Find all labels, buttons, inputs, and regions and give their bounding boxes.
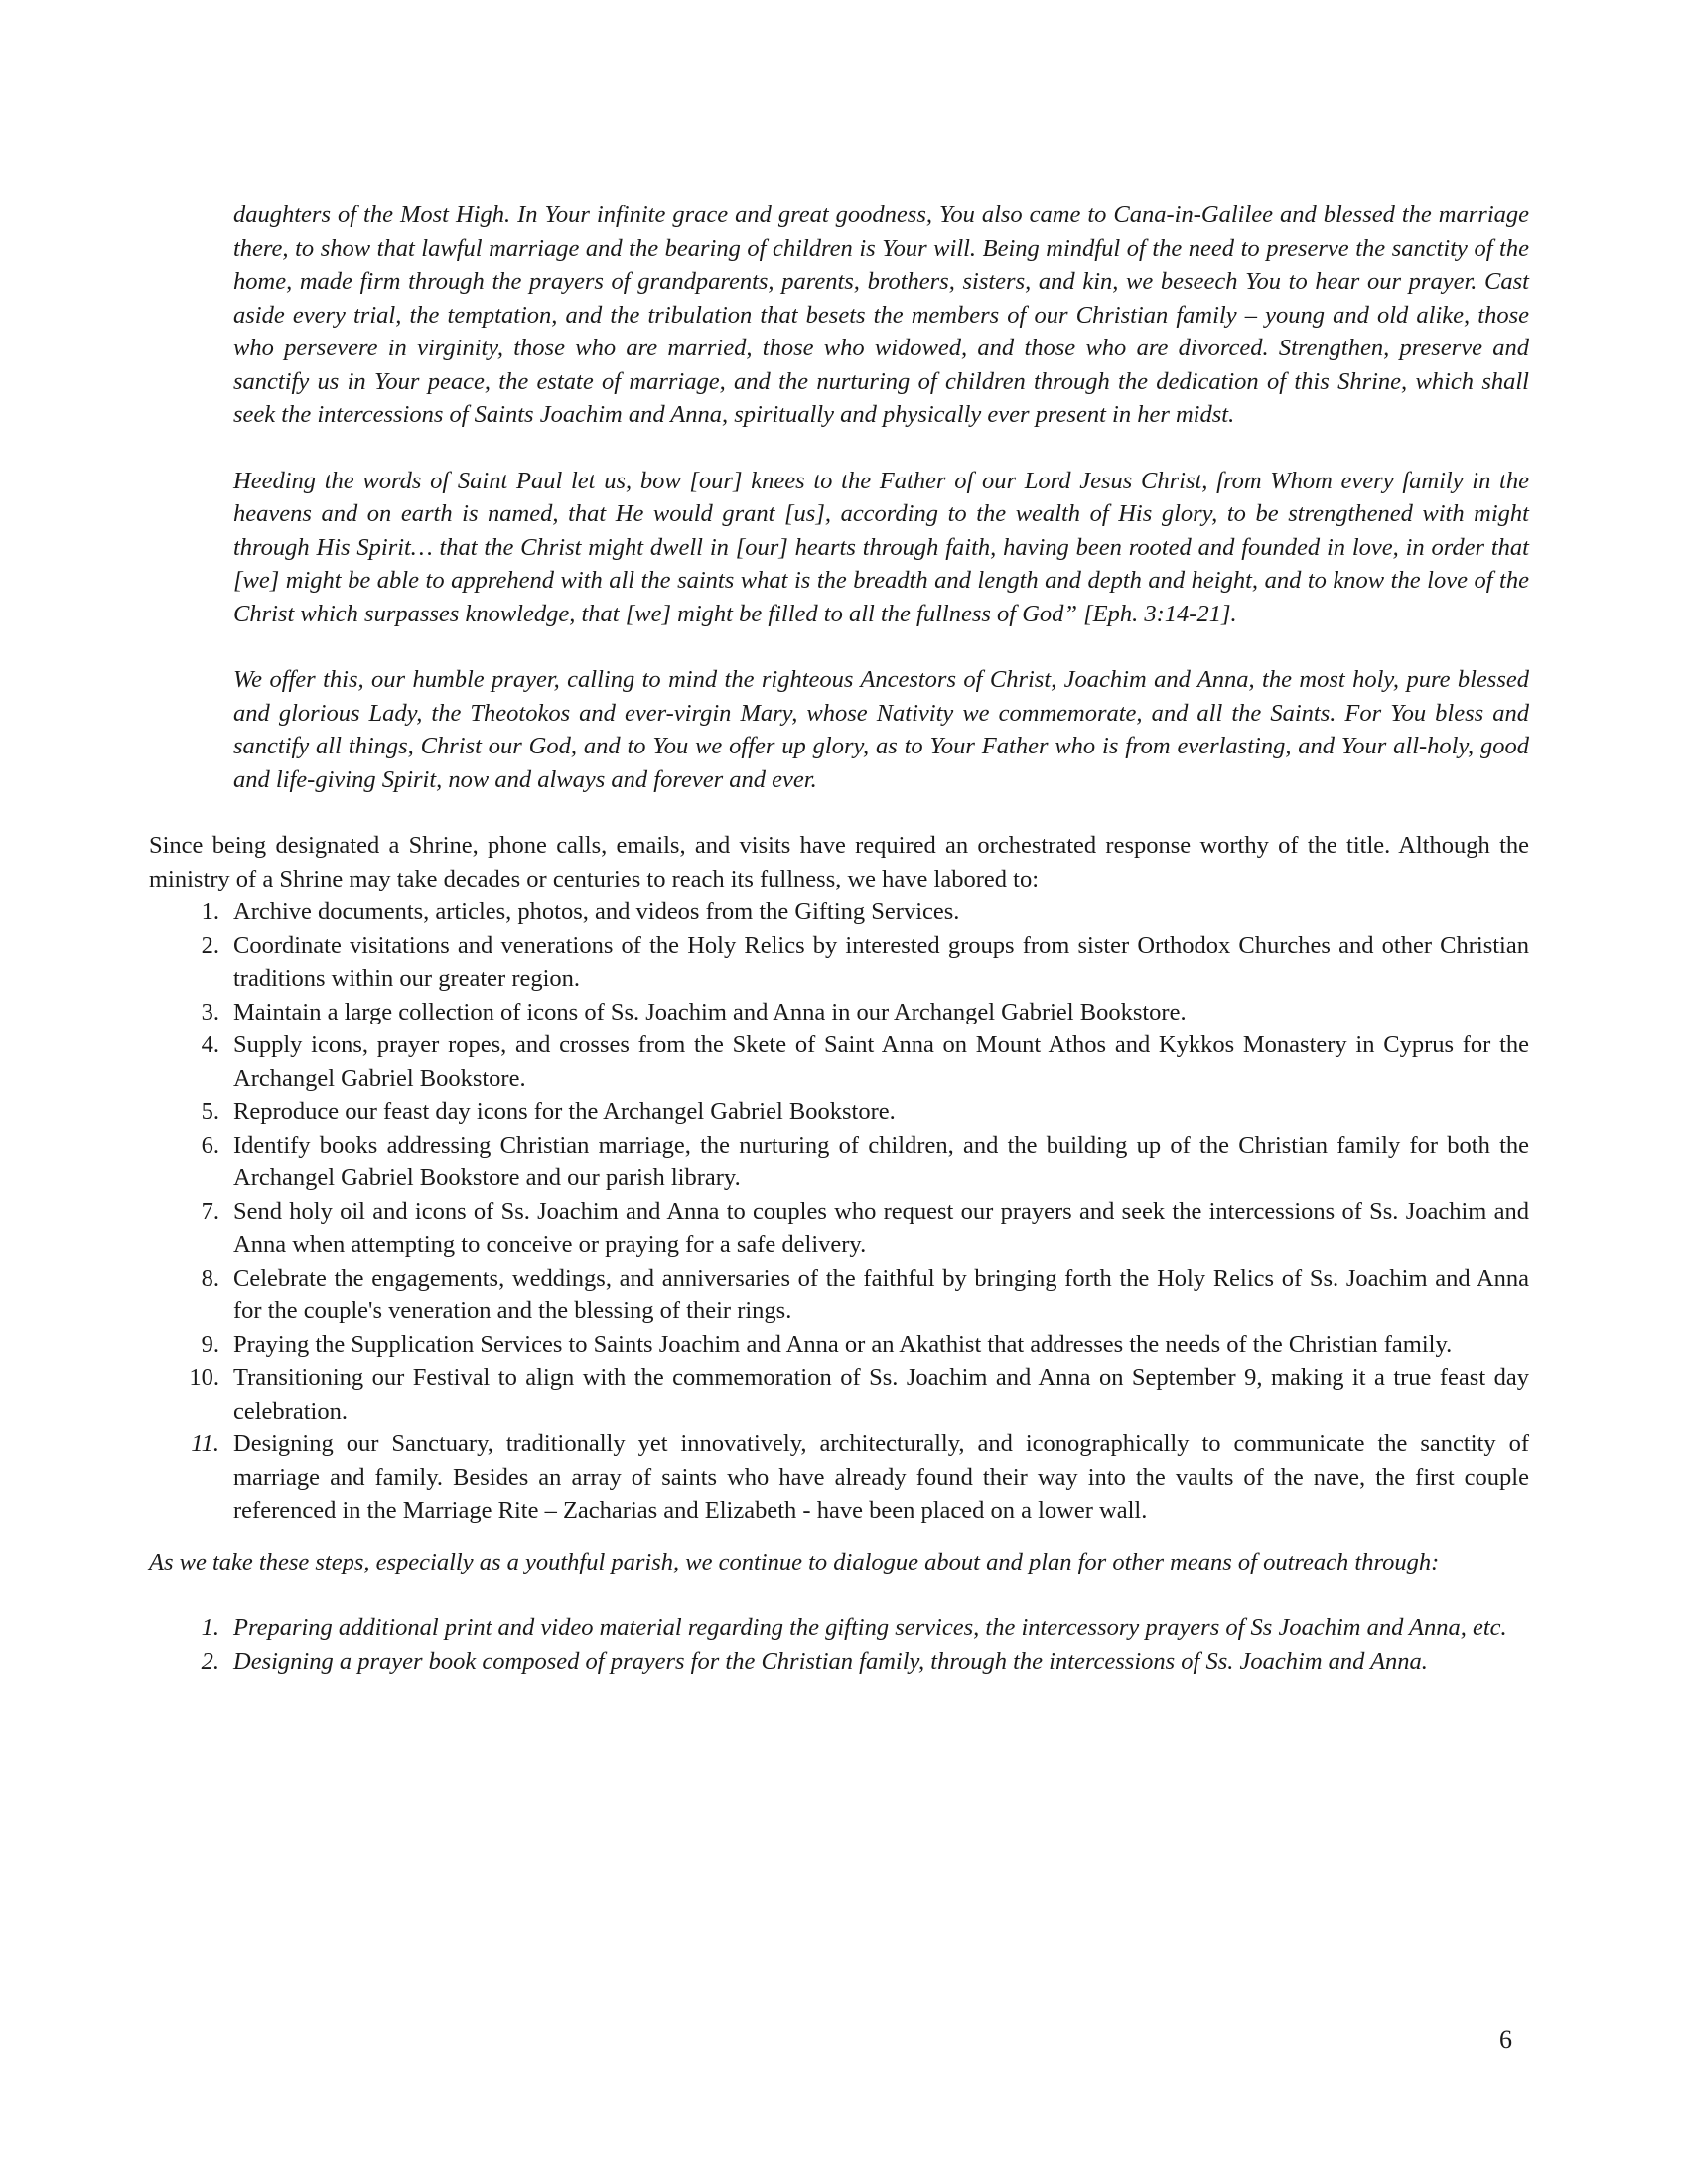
- steps-list: [149, 895, 1529, 1528]
- list-item: [149, 895, 1529, 929]
- item-number: 2.: [201, 931, 219, 959]
- item-number: 2.: [201, 1647, 219, 1675]
- prayer-paragraph: daughters of the Most High. In Your infinite grace and great goodness, You also came to Cana-in-Galilee and blessed the marriage there, to show that lawful marriage and the bearing of children is Your will. Being mindful of the need to preserve the sanctity of the home, made firm through the prayers of grandparents, parents, brothers, sisters, and kin, we beseech You to hear our prayer. Cast aside every trial, the temptation, and the tribulation that besets the members of our Christian family – young and old alike, those who persevere in virginity, those who are married, those who widowed, and those who are divorced. Strengthen, preserve and sanctify us in Your peace, the estate of marriage, and the nurturing of children through the dedication of this Shrine, which shall seek the intercessions of Saints Joachim and Anna, spiritually and physically ever present in her midst.: [233, 202, 1529, 428]
- list-item: [149, 929, 1529, 996]
- prayer-paragraph: We offer this, our humble prayer, calling to mind the righteous Ancestors of Christ, Joachim and Anna, the most holy, pure blessed and glorious Lady, the Theotokos and ever-virgin Mary, whose Nativity we commemorate, and all the Saints. For You bless and sanctify all things, Christ our God, and to You we offer up glory, as to Your Father who is from everlasting, and Your all-holy, good and life-giving Spirit, now and always and forever and ever.: [233, 666, 1529, 793]
- item-text: Supply icons, prayer ropes, and crosses from the Skete of Saint Anna on Mount Athos and Kykkos Monastery in Cyprus for the Archangel Gabriel Bookstore.: [233, 1031, 1529, 1092]
- item-number: 10.: [189, 1364, 219, 1391]
- item-text: Celebrate the engagements, weddings, and anniversaries of the faithful by bringing forth the Holy Relics of Ss. Joachim and Anna for the couple's veneration and the blessing of their rings.: [233, 1264, 1529, 1324]
- item-text: Praying the Supplication Services to Saints Joachim and Anna or an Akathist that addresses the needs of the Christian family.: [233, 1330, 1453, 1358]
- item-number: 1.: [201, 898, 219, 925]
- item-number: 9.: [201, 1330, 219, 1358]
- item-text: Designing a prayer book composed of prayers for the Christian family, through the intercessions of Ss. Joachim and Anna.: [233, 1647, 1428, 1675]
- item-number: 11.: [191, 1431, 219, 1457]
- list-item: [149, 1645, 1529, 1679]
- item-text: Reproduce our feast day icons for the Archangel Gabriel Bookstore.: [233, 1098, 896, 1125]
- list-item: [149, 1095, 1529, 1129]
- item-text: Preparing additional print and video material regarding the gifting services, the intercessory prayers of Ss Joachim and Anna, etc.: [233, 1614, 1507, 1641]
- item-number: 6.: [201, 1131, 219, 1159]
- outro-paragraph: As we take these steps, especially as a youthful parish, we continue to dialogue about and plan for other means of outreach through:: [149, 1548, 1440, 1575]
- list-item: [149, 1428, 1529, 1528]
- intro-paragraph: Since being designated a Shrine, phone calls, emails, and visits have required an orchestrated response worthy of the title. Although the ministry of a Shrine may take decades or centuries to reach its fullness, we have labored to:: [149, 832, 1529, 892]
- future-list: [149, 1611, 1529, 1678]
- item-text: Coordinate visitations and venerations of the Holy Relics by interested groups from sister Orthodox Churches and other Christian traditions within our greater region.: [233, 931, 1529, 992]
- list-item: [149, 1028, 1529, 1095]
- item-number: 1.: [201, 1614, 219, 1641]
- list-item: [149, 1328, 1529, 1362]
- item-text: Send holy oil and icons of Ss. Joachim and Anna to couples who request our prayers and seek the intercessions of Ss. Joachim and Anna when attempting to conceive or praying for a safe delivery.: [233, 1197, 1529, 1258]
- item-text: Designing our Sanctuary, traditionally yet innovatively, architecturally, and iconographically to communicate the sanctity of marriage and family. Besides an array of saints who have already found their way into the vaults of the nave, the first couple referenced in the Marriage Rite – Zacharias and Elizabeth - have been placed on a lower wall.: [233, 1431, 1529, 1524]
- item-number: 8.: [201, 1264, 219, 1292]
- list-item: [149, 1195, 1529, 1262]
- list-item: [149, 1361, 1529, 1428]
- item-number: 4.: [201, 1031, 219, 1058]
- item-text: Identify books addressing Christian marriage, the nurturing of children, and the building up of the Christian family for both the Archangel Gabriel Bookstore and our parish library.: [233, 1131, 1529, 1191]
- prayer-paragraph: Heeding the words of Saint Paul let us, bow [our] knees to the Father of our Lord Jesus Christ, from Whom every family in the heavens and on earth is named, that He would grant [us], according to the wealth of His glory, to be strengthened with might through His Spirit… that the Christ might dwell in [our] hearts through faith, having been rooted and founded in love, in order that [we] might be able to apprehend with all the saints what is the breadth and length and depth and height, and to know the love of the Christ which surpasses knowledge, that [we] might be filled to all the fullness of God” [Eph. 3:14-21].: [233, 467, 1529, 627]
- item-text: Archive documents, articles, photos, and videos from the Gifting Services.: [233, 898, 960, 925]
- document-page: [149, 199, 1529, 1678]
- prayer-block: [233, 199, 1529, 796]
- item-number: 5.: [201, 1098, 219, 1125]
- item-number: 3.: [201, 998, 219, 1025]
- item-text: Maintain a large collection of icons of Ss. Joachim and Anna in our Archangel Gabriel Bookstore.: [233, 998, 1187, 1025]
- item-text: Transitioning our Festival to align with the commemoration of Ss. Joachim and Anna on September 9, making it a true feast day celebration.: [233, 1364, 1529, 1425]
- page-number: 6: [1499, 2025, 1512, 2054]
- item-number: 7.: [201, 1197, 219, 1225]
- list-item: [149, 1611, 1529, 1645]
- list-item: [149, 1262, 1529, 1328]
- list-item: [149, 996, 1529, 1029]
- list-item: [149, 1129, 1529, 1195]
